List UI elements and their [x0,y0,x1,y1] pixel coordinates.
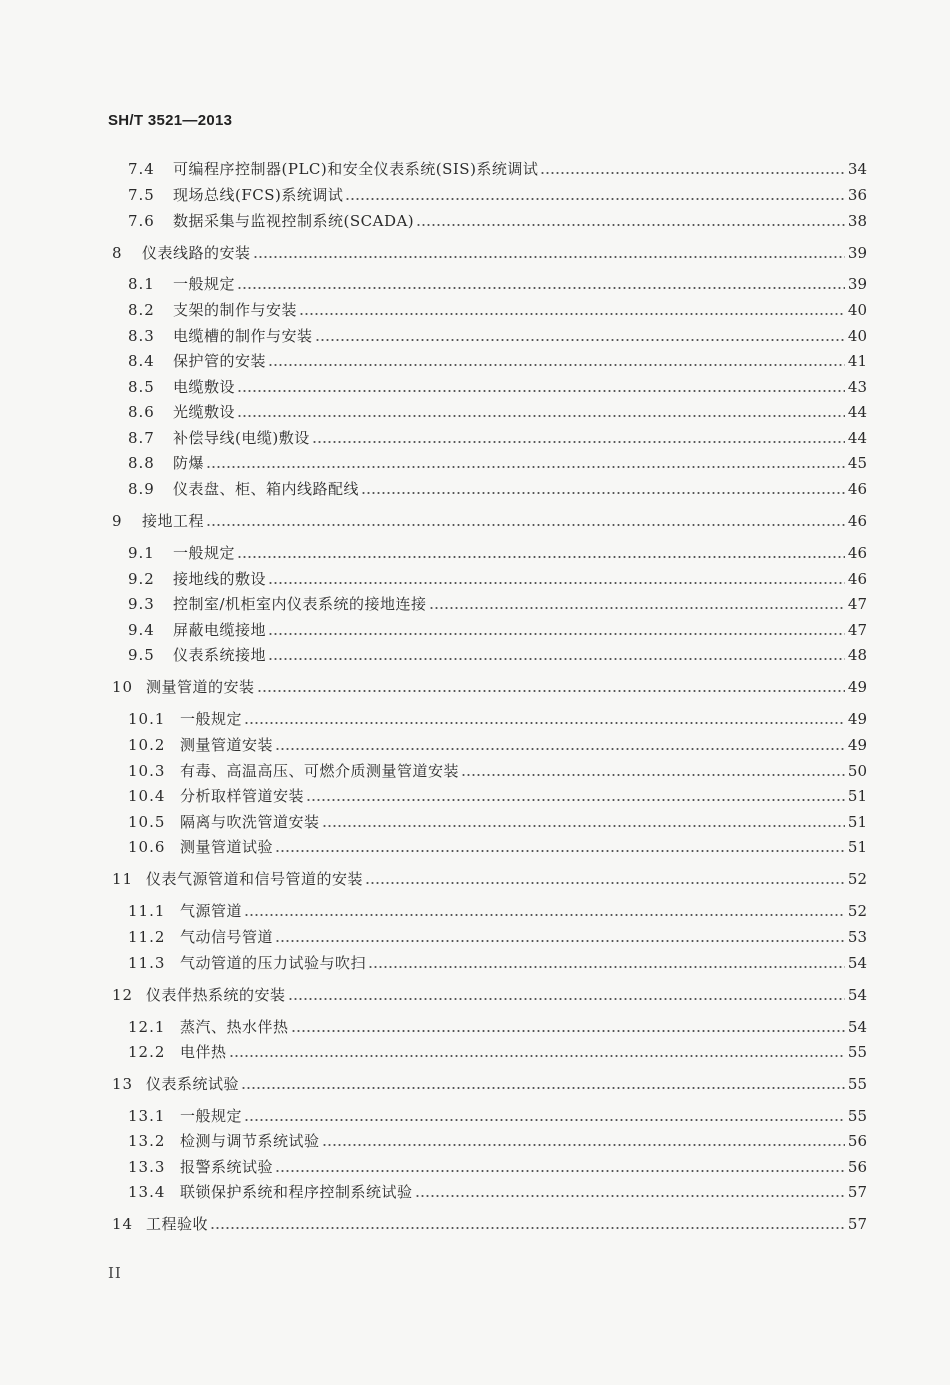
toc-entry-title: 电缆敷设 [173,378,236,396]
toc-section-entry [128,349,867,371]
toc-entry-page: 39 [847,275,867,293]
toc-dot-leader [268,363,845,367]
toc-dot-leader [229,1054,845,1058]
toc-dot-leader [461,773,845,777]
toc-entry-page: 40 [847,327,867,345]
toc-entry-number: 10.2 [128,736,166,754]
toc-dot-leader [210,1226,845,1230]
toc-section-entry [128,400,867,422]
toc-entry-page: 47 [847,621,867,639]
toc-dot-leader [237,389,845,393]
toc-entry-title: 检测与调节系统试验 [180,1132,320,1150]
toc-entry-number: 12.2 [128,1043,166,1061]
toc-entry-number: 10.3 [128,762,166,780]
toc-entry-title: 隔离与吹洗管道安装 [180,813,320,831]
toc-section-entry [128,784,867,806]
toc-entry-page: 44 [847,429,867,447]
toc-entry-number: 9.3 [128,595,155,613]
toc-section-entry [128,477,867,499]
toc-section-entry [128,643,867,665]
toc-dot-leader [429,606,845,610]
toc-chapter-entry [112,1072,867,1094]
toc-dot-leader [361,491,845,495]
toc-entry-number: 9.2 [128,570,155,588]
toc-entry-number: 10.1 [128,710,166,728]
toc-dot-leader [244,1118,845,1122]
toc-entry-page: 54 [847,986,867,1004]
toc-section-entry [128,1129,867,1151]
toc-section-entry [128,1104,867,1126]
toc-entry-number: 9.4 [128,621,155,639]
toc-entry-title: 仪表系统接地 [173,646,267,664]
toc-dot-leader [275,849,845,853]
toc-dot-leader [237,286,845,290]
toc-entry-page: 38 [847,212,867,230]
toc-entry-number: 8.8 [128,454,155,472]
toc-entry-page: 52 [847,870,867,888]
toc-entry-title: 测量管道试验 [180,838,274,856]
toc-section-entry [128,1155,867,1177]
toc-dot-leader [275,747,845,751]
toc-entry-number: 11 [112,870,134,888]
toc-dot-leader [291,1029,845,1033]
toc-dot-leader [241,1086,845,1090]
toc-section-entry [128,451,867,473]
toc-entry-number: 11.2 [128,928,166,946]
toc-entry-number: 8.5 [128,378,155,396]
toc-entry-page: 57 [847,1215,867,1233]
toc-entry-page: 43 [847,378,867,396]
toc-section-entry [128,592,867,614]
toc-entry-page: 56 [847,1158,867,1176]
toc-dot-leader [257,689,845,693]
toc-entry-page: 45 [847,454,867,472]
toc-dot-leader [253,255,845,259]
toc-entry-page: 46 [847,544,867,562]
page-number-footer: II [108,1264,122,1282]
toc-entry-number: 9.1 [128,544,155,562]
toc-entry-number: 7.6 [128,212,155,230]
toc-entry-title: 气动信号管道 [180,928,274,946]
toc-entry-page: 49 [847,710,867,728]
toc-dot-leader [322,824,845,828]
toc-section-entry [128,899,867,921]
toc-section-entry [128,835,867,857]
toc-section-entry [128,618,867,640]
toc-entry-number: 11.3 [128,954,166,972]
toc-entry-title: 分析取样管道安装 [180,787,305,805]
toc-dot-leader [237,414,845,418]
toc-entry-title: 光缆敷设 [173,403,236,421]
toc-dot-leader [322,1143,845,1147]
toc-dot-leader [206,465,845,469]
toc-dot-leader [244,913,845,917]
toc-entry-page: 52 [847,902,867,920]
toc-entry-number: 7.4 [128,160,155,178]
toc-dot-leader [244,721,845,725]
toc-section-entry [128,1180,867,1202]
toc-entry-number: 13 [112,1075,134,1093]
toc-entry-title: 仪表气源管道和信号管道的安装 [146,870,364,888]
toc-entry-number: 8.3 [128,327,155,345]
toc-entry-title: 电缆槽的制作与安装 [173,327,313,345]
toc-section-entry [128,298,867,320]
toc-entry-title: 接地线的敷设 [173,570,267,588]
toc-entry-title: 控制室/机柜室内仪表系统的接地连接 [173,595,427,613]
toc-entry-page: 51 [847,813,867,831]
toc-chapter-entry [112,509,867,531]
toc-entry-page: 53 [847,928,867,946]
toc-entry-number: 12.1 [128,1018,166,1036]
toc-dot-leader [288,997,845,1001]
toc-entry-page: 55 [847,1107,867,1125]
toc-entry-title: 仪表伴热系统的安装 [146,986,286,1004]
toc-entry-page: 46 [847,570,867,588]
toc-chapter-entry [112,1212,867,1234]
toc-entry-page: 39 [847,244,867,262]
toc-dot-leader [268,581,845,585]
toc-entry-page: 54 [847,954,867,972]
toc-entry-number: 14 [112,1215,134,1233]
toc-entry-page: 51 [847,787,867,805]
toc-chapter-entry [112,867,867,889]
toc-entry-number: 10.4 [128,787,166,805]
toc-section-entry [128,272,867,294]
toc-dot-leader [416,223,845,227]
toc-entry-number: 11.1 [128,902,166,920]
toc-dot-leader [368,965,845,969]
toc-entry-number: 8 [112,244,123,262]
toc-entry-title: 支架的制作与安装 [173,301,298,319]
toc-section-entry [128,733,867,755]
toc-section-entry [128,810,867,832]
toc-entry-number: 13.3 [128,1158,166,1176]
toc-entry-number: 10 [112,678,134,696]
toc-entry-page: 44 [847,403,867,421]
toc-entry-title: 蒸汽、热水伴热 [180,1018,289,1036]
toc-entry-title: 气动管道的压力试验与吹扫 [180,954,367,972]
toc-entry-number: 9.5 [128,646,155,664]
toc-entry-title: 电伴热 [180,1043,227,1061]
toc-dot-leader [345,197,845,201]
toc-dot-leader [299,312,845,316]
toc-entry-page: 54 [847,1018,867,1036]
toc-dot-leader [237,555,845,559]
toc-section-entry [128,375,867,397]
toc-entry-number: 8.4 [128,352,155,370]
toc-entry-title: 防爆 [173,454,205,472]
toc-entry-page: 57 [847,1183,867,1201]
toc-entry-number: 9 [112,512,123,530]
toc-entry-title: 现场总线(FCS)系统调试 [173,186,344,204]
toc-entry-title: 一般规定 [180,710,243,728]
toc-section-entry [128,541,867,563]
toc-section-entry [128,951,867,973]
toc-section-entry [128,1040,867,1062]
toc-entry-title: 补偿导线(电缆)敷设 [173,429,310,447]
toc-entry-title: 数据采集与监视控制系统(SCADA) [173,212,415,230]
toc-entry-number: 8.7 [128,429,155,447]
toc-section-entry [128,707,867,729]
toc-section-entry [128,183,867,205]
toc-dot-leader [268,657,845,661]
toc-dot-leader [415,1194,845,1198]
toc-entry-page: 40 [847,301,867,319]
toc-entry-page: 46 [847,480,867,498]
toc-chapter-entry [112,675,867,697]
toc-dot-leader [275,1169,845,1173]
toc-entry-title: 可编程序控制器(PLC)和安全仪表系统(SIS)系统调试 [173,160,539,178]
toc-entry-title: 一般规定 [180,1107,243,1125]
toc-dot-leader [306,798,845,802]
toc-entry-title: 保护管的安装 [173,352,267,370]
document-header: SH/T 3521—2013 [108,112,233,129]
toc-entry-title: 接地工程 [142,512,205,530]
toc-entry-title: 一般规定 [173,544,236,562]
toc-entry-title: 一般规定 [173,275,236,293]
toc-entry-page: 56 [847,1132,867,1150]
toc-chapter-entry [112,983,867,1005]
toc-section-entry [128,157,867,179]
toc-dot-leader [275,939,845,943]
toc-entry-page: 41 [847,352,867,370]
toc-entry-title: 联锁保护系统和程序控制系统试验 [180,1183,413,1201]
toc-section-entry [128,324,867,346]
toc-entry-page: 48 [847,646,867,664]
toc-entry-page: 55 [847,1075,867,1093]
toc-entry-page: 46 [847,512,867,530]
toc-entry-number: 10.5 [128,813,166,831]
toc-entry-number: 13.2 [128,1132,166,1150]
toc-entry-title: 仪表盘、柜、箱内线路配线 [173,480,360,498]
toc-entry-number: 7.5 [128,186,155,204]
toc-entry-number: 12 [112,986,134,1004]
toc-dot-leader [540,171,845,175]
toc-dot-leader [315,338,845,342]
toc-entry-page: 49 [847,736,867,754]
toc-entry-number: 8.6 [128,403,155,421]
toc-entry-number: 10.6 [128,838,166,856]
toc-dot-leader [365,881,845,885]
toc-entry-page: 49 [847,678,867,696]
toc-entry-title: 仪表线路的安装 [142,244,251,262]
toc-entry-page: 34 [847,160,867,178]
toc-entry-page: 36 [847,186,867,204]
toc-entry-title: 气源管道 [180,902,243,920]
toc-entry-page: 55 [847,1043,867,1061]
toc-section-entry [128,925,867,947]
toc-entry-page: 50 [847,762,867,780]
toc-section-entry [128,1015,867,1037]
toc-entry-page: 51 [847,838,867,856]
toc-entry-title: 屏蔽电缆接地 [173,621,267,639]
toc-dot-leader [312,440,845,444]
toc-section-entry [128,209,867,231]
toc-entry-number: 8.2 [128,301,155,319]
toc-entry-page: 47 [847,595,867,613]
toc-section-entry [128,759,867,781]
toc-entry-number: 8.9 [128,480,155,498]
toc-entry-title: 报警系统试验 [180,1158,274,1176]
toc-section-entry [128,426,867,448]
toc-entry-title: 工程验收 [146,1215,209,1233]
toc-entry-number: 8.1 [128,275,155,293]
toc-entry-number: 13.4 [128,1183,166,1201]
toc-entry-title: 测量管道的安装 [146,678,255,696]
toc-dot-leader [268,632,845,636]
toc-entry-title: 测量管道安装 [180,736,274,754]
toc-chapter-entry [112,241,867,263]
toc-entry-number: 13.1 [128,1107,166,1125]
toc-dot-leader [206,523,845,527]
toc-section-entry [128,567,867,589]
toc-entry-title: 仪表系统试验 [146,1075,240,1093]
toc-entry-title: 有毒、高温高压、可燃介质测量管道安装 [180,762,460,780]
